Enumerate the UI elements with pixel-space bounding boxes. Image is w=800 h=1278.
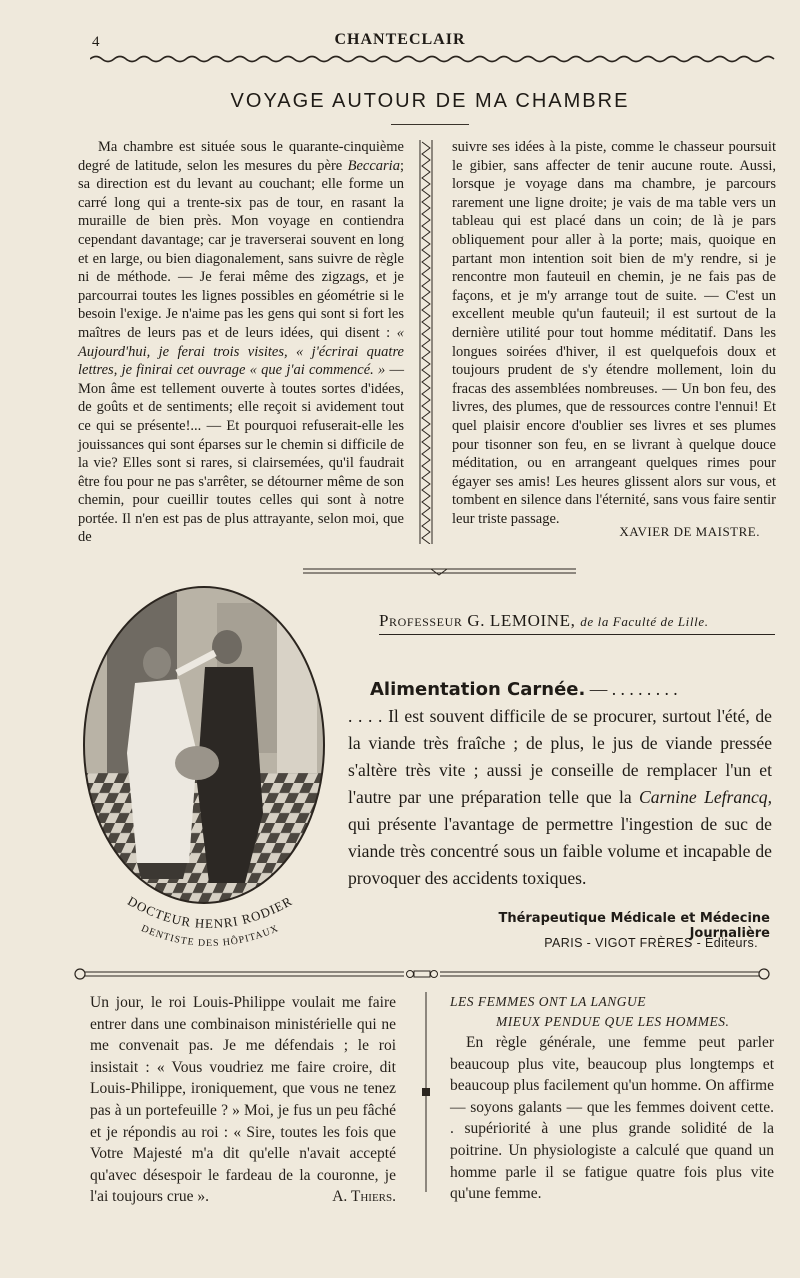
anecdote-femmes-text: En règle générale, une femme peut parler beaucoup plus vite, beaucoup plus longtemps et beaucoup plus facilement qu'un homme. On affirme — soyons galants — que les femmes doivent cette. . supériorité à une plus grande solidité de la poitrine. Un physiologiste a calculé que quand un homme parle il se fatigue quatre fois plus vite qu'une femme. <box>450 1034 774 1203</box>
column-separator-ornament <box>418 140 434 544</box>
anecdote-femmes-title-1: LES FEMMES ONT LA LANGUE <box>450 994 647 1009</box>
advert-lead-dots: . . . . <box>348 706 389 726</box>
advert-body-after: qui présente l'avantage de permettre l'ingestion de suc de viande très concentré sous un faible volume et incapable de provoquer des accidents toxiques. <box>348 814 772 888</box>
advert-rule <box>379 634 775 635</box>
article-right-column <box>452 138 776 528</box>
anecdote-femmes <box>450 992 774 1205</box>
anecdote-thiers-text: Un jour, le roi Louis-Philippe voulait me faire entrer dans une combinaison ministérielle qui ne me convenait pas. Je me défendais ; le roi insistait : « Vous voudriez me faire croire, dit Louis-Philippe, ironiquement, que vous ne tenez pas à un portefeuille ? » Moi, je fus un peu fâché et je répondis au roi : « Sire, toutes les fois que Votre Majesté m'a dit qu'elle n'avait accepté qu'avec désespoir le fardeau de la couronne, je l'ai toujours crue ». <box>90 994 396 1206</box>
photo-caption-name: DOCTEUR HENRI RODIER <box>125 893 295 932</box>
article-text-2: ; sa direction est du levant au couchant; elle forme un carré long qui a trente-six pas de tour, en rasant la muraille de bien près. Mon voyage en contiendra cependant davantage; car je traverserai souvent en long et en large, ou bien diagonalement, sans suivre de règle ni de méthode. — Je ferai même des zigzags, et je parcourrai toutes les lignes possibles en géométrie si le besoin l'exige. Je n'aime pas les gens qui sont si fort les maîtres de leurs pas et de leurs idées, qui disent : <box>78 157 404 341</box>
advert-heading-dots: — . . . . . . . . <box>585 679 678 699</box>
article-right-text: suivre ses idées à la piste, comme le chasseur poursuit le gibier, sans affecter de tenir aucune route. Aussi, lorsque je voyage dans ma chambre, je parcours rarement une ligne droite; je vais de ma table vers un tableau qui est placé dans un coin; de là je pars obliquement pour aller à la porte; mais, quoique en partant mon intention soit bien de m'y rendre, si je rencontre mon fauteuil en chemin, je ne fais pas de façons, et je m'y arrange tout de suite. — C'est un excellent meuble qu'un fauteuil; il est surtout de la dernière utilité pour tout homme méditatif. Dans les longues soirées d'hiver, il est quelquefois doux et toujours prudent de s'y étendre mollement, loin du fracas des assemblées nombreuses. — Un bon feu, des livres, des plumes, que de ressources contre l'ennui! Et quel plaisir encore d'oublier ses livres et ses plumes pour tisonner son feu, en se livrant à quelque douce méditation, ou en arrangeant quelques rimes pour égayer ses amis! Les heures glissent alors sur vous, et tombent en silence dans l'éternité, sans vous faire sentir leur triste passage. <box>452 139 776 527</box>
anecdote-thiers <box>90 992 396 1208</box>
article-text-name: Beccaria <box>347 157 400 174</box>
masthead-wavy-rule <box>90 54 780 64</box>
advert-professor: Professeur G. LEMOINE, <box>379 611 576 630</box>
anecdote-thiers-author: A. Thiers. <box>332 1188 396 1206</box>
section-divider <box>303 566 576 576</box>
advert-body-before: Il est souvent difficile de se procurer, surtout l'été, de la viande très fraîche ; de plus, le jus de viande pressée s'altère très vite ; aussi je conseille de remplacer l'un et l'autre par une préparation telle que la <box>348 706 772 807</box>
article-left-column <box>78 138 404 547</box>
svg-text:DOCTEUR HENRI RODIER <box>125 893 295 931</box>
article-author: XAVIER DE MAISTRE. <box>619 524 760 539</box>
anecdote-separator <box>420 992 432 1192</box>
page-number: 4 <box>92 34 100 50</box>
advert-body <box>348 676 772 892</box>
advert-heading: Alimentation Carnée. <box>370 679 586 700</box>
advert-publication: Thérapeutique Médicale et Médecine Journalière <box>498 911 770 941</box>
advert-product: Carnine Lefrancq, <box>639 787 772 807</box>
advert-professor-line <box>379 611 775 631</box>
article-text-quote: « Aujourd'hui, je ferai trois visites, « j'écrirai quatre lettres, je finirai cet ouvrage « que j'ai commencé. » <box>78 324 405 379</box>
article-text-3: — Mon âme est tellement ouverte à toutes sortes d'idées, de goûts et de sentiments; elle reçoit si avidement tout ce qui se présente!... — Et pourquoi refuserait-elle les jouissances qui sont éparses sur le chemin si difficile de la vie? Elles sont si rares, si clairsemées, qu'il faudrait être fou pour ne pas s'arrêter, se détourner même de son chemin, pour cueillir toutes celles qui sont à notre portée. Il n'en est pas de plus attrayante, selon moi, que de <box>78 362 405 546</box>
photo-caption-title: DENTISTE DES HÔPITAUX <box>139 923 281 950</box>
lower-divider <box>74 967 770 981</box>
article-text-1: Ma chambre est située sous le quarante-cinquième degré de latitude, selon les mesures du père <box>78 139 404 174</box>
masthead: CHANTECLAIR <box>334 31 466 48</box>
dentist-photograph <box>77 583 331 923</box>
advert-publisher: PARIS - VIGOT FRÈRES - Editeurs. <box>544 936 758 950</box>
photo-caption <box>100 884 320 964</box>
anecdote-femmes-title-2: MIEUX PENDUE QUE LES HOMMES. <box>496 1014 730 1029</box>
advert-faculty: de la Faculté de Lille. <box>580 614 709 629</box>
title-underline <box>391 124 469 125</box>
article-title: VOYAGE AUTOUR DE MA CHAMBRE <box>230 90 630 112</box>
